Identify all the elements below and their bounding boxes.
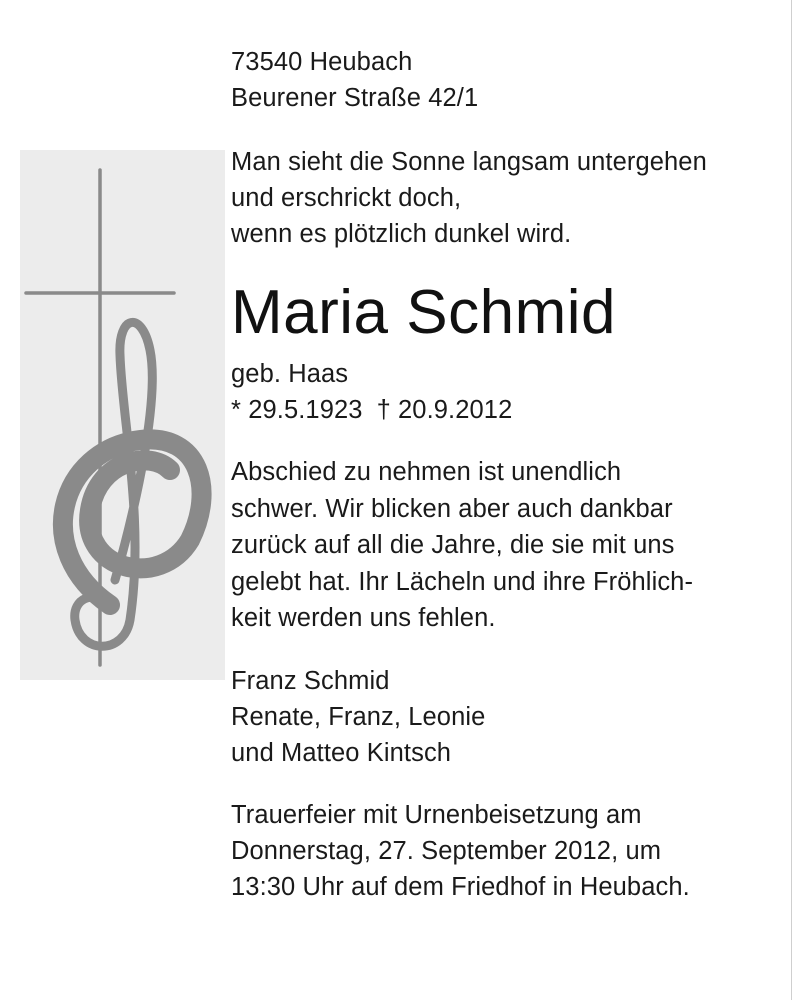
farewell-line: keit werden uns fehlen.	[231, 604, 496, 632]
motto-line: Man sieht die Sonne langsam untergehen	[231, 148, 707, 176]
life-dates	[231, 392, 776, 428]
mourner-line: Renate, Franz, Leonie	[231, 702, 486, 731]
deceased-name: Maria Schmid	[231, 278, 616, 347]
farewell-line: gelebt hat. Ihr Lächeln und ihre Fröhlich-	[231, 567, 694, 596]
address	[231, 44, 776, 116]
service-line: Donnerstag, 27. September 2012, um	[231, 836, 662, 865]
birth-date: * 29.5.1923	[231, 396, 363, 424]
service-info	[231, 797, 776, 905]
mourner-line: und Matteo Kintsch	[231, 738, 452, 767]
address-street: Beurener Straße 42/1	[231, 84, 479, 112]
service-line: 13:30 Uhr auf dem Friedhof in Heubach.	[231, 872, 690, 901]
motto	[231, 144, 776, 252]
motto-line: wenn es plötzlich dunkel wird.	[231, 220, 572, 248]
farewell-line: Abschied zu nehmen ist unendlich	[231, 458, 622, 486]
address-city: 73540 Heubach	[231, 48, 413, 76]
mourner-line: Franz Schmid	[231, 666, 390, 695]
farewell-line: zurück auf all die Jahre, die sie mit uns	[231, 531, 675, 559]
farewell-line: schwer. Wir blicken aber auch dankbar	[231, 494, 673, 523]
cross-treble-clef-icon	[20, 150, 225, 680]
maiden-name: geb. Haas	[231, 360, 349, 388]
death-date: † 20.9.2012	[376, 396, 513, 424]
farewell-text	[231, 454, 776, 637]
mourners	[231, 663, 776, 771]
birth-info	[231, 356, 776, 428]
notice-text	[231, 44, 776, 905]
motto-line: und erschrickt doch,	[231, 184, 462, 212]
service-line: Trauerfeier mit Urnenbeisetzung am	[231, 800, 642, 829]
